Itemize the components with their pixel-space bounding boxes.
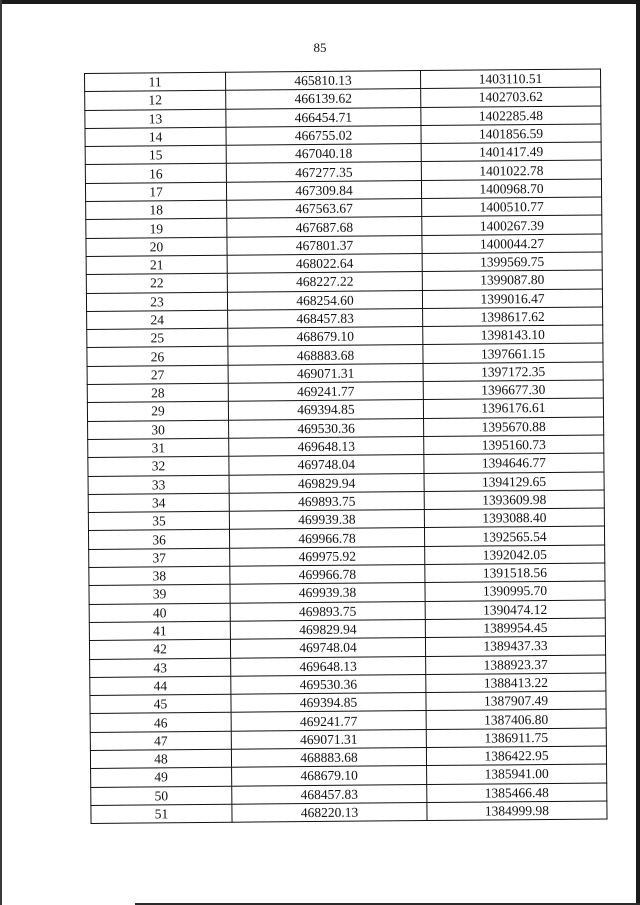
x-coordinate-cell: 466454.71 [226,107,421,127]
y-coordinate-cell: 1385466.48 [427,783,607,803]
y-coordinate-cell: 1401022.78 [421,160,601,180]
x-coordinate-cell: 469939.38 [229,510,424,530]
point-number-cell: 20 [86,237,227,257]
point-number-cell: 39 [89,585,230,605]
x-coordinate-cell: 469071.31 [231,729,426,749]
x-coordinate-cell: 466755.02 [226,125,421,145]
x-coordinate-cell: 465810.13 [225,71,420,91]
x-coordinate-cell: 468022.64 [227,254,422,274]
page-number: 85 [313,40,327,55]
point-number-cell: 42 [89,639,230,659]
x-coordinate-cell: 469893.75 [229,491,424,511]
y-coordinate-cell: 1396677.30 [423,380,603,400]
point-number-cell: 19 [86,219,227,239]
x-coordinate-cell: 469939.38 [230,583,425,603]
y-coordinate-cell: 1386422.95 [426,746,606,766]
point-number-cell: 28 [87,383,228,403]
scan-edge-right [636,0,640,905]
y-coordinate-cell: 1395670.88 [424,417,604,437]
x-coordinate-cell: 467687.68 [227,217,422,237]
x-coordinate-cell: 466139.62 [226,89,421,109]
point-number-cell: 21 [86,255,227,275]
y-coordinate-cell: 1388413.22 [426,673,606,693]
table-row [91,801,607,824]
point-number-cell: 47 [90,731,231,751]
x-coordinate-cell: 469829.94 [230,619,425,639]
x-coordinate-cell: 469748.04 [229,455,424,475]
point-number-cell: 35 [88,511,229,531]
point-number-cell: 24 [87,310,228,330]
y-coordinate-cell: 1399016.47 [422,289,602,309]
y-coordinate-cell: 1397172.35 [423,362,603,382]
point-number-cell: 46 [90,713,231,733]
x-coordinate-cell: 469966.78 [229,528,424,548]
y-coordinate-cell: 1392565.54 [424,526,604,546]
y-coordinate-cell: 1402285.48 [421,106,601,126]
x-coordinate-cell: 468220.13 [232,802,427,822]
coordinates-table-body [85,69,608,824]
y-coordinate-cell: 1398617.62 [423,307,603,327]
y-coordinate-cell: 1397661.15 [423,343,603,363]
x-coordinate-cell: 469966.78 [230,565,425,585]
coordinates-table [84,68,608,824]
x-coordinate-cell: 469648.13 [229,436,424,456]
y-coordinate-cell: 1400044.27 [422,234,602,254]
y-coordinate-cell: 1401417.49 [421,142,601,162]
y-coordinate-cell: 1387907.49 [426,691,606,711]
point-number-cell: 32 [88,456,229,476]
x-coordinate-cell: 469241.77 [228,382,423,402]
y-coordinate-cell: 1389437.33 [425,636,605,656]
y-coordinate-cell: 1386911.75 [426,728,606,748]
x-coordinate-cell: 469748.04 [230,638,425,658]
point-number-cell: 29 [87,402,228,422]
x-coordinate-cell: 467801.37 [227,235,422,255]
x-coordinate-cell: 468227.22 [227,272,422,292]
x-coordinate-cell: 468254.60 [227,290,422,310]
x-coordinate-cell: 469530.36 [229,418,424,438]
y-coordinate-cell: 1403110.51 [420,69,600,89]
point-number-cell: 17 [85,182,226,202]
x-coordinate-cell: 467040.18 [226,144,421,164]
y-coordinate-cell: 1385941.00 [427,764,607,784]
y-coordinate-cell: 1399569.75 [422,252,602,272]
x-coordinate-cell: 469829.94 [229,473,424,493]
x-coordinate-cell: 469071.31 [228,363,423,383]
point-number-cell: 40 [89,603,230,623]
y-coordinate-cell: 1392042.05 [425,545,605,565]
y-coordinate-cell: 1395160.73 [424,435,604,455]
point-number-cell: 49 [91,768,232,788]
y-coordinate-cell: 1396176.61 [423,398,603,418]
point-number-cell: 31 [88,438,229,458]
x-coordinate-cell: 469530.36 [231,674,426,694]
point-number-cell: 25 [87,328,228,348]
y-coordinate-cell: 1400968.70 [421,179,601,199]
y-coordinate-cell: 1399087.80 [422,270,602,290]
point-number-cell: 15 [85,145,226,165]
y-coordinate-cell: 1384999.98 [427,801,607,821]
x-coordinate-cell: 468679.10 [232,766,427,786]
point-number-cell: 13 [85,109,226,129]
y-coordinate-cell: 1390474.12 [425,600,605,620]
x-coordinate-cell: 468457.83 [232,784,427,804]
x-coordinate-cell: 469648.13 [231,656,426,676]
point-number-cell: 11 [85,72,226,92]
point-number-cell: 44 [90,676,231,696]
scan-edge-top [0,0,640,4]
x-coordinate-cell: 468883.68 [231,748,426,768]
point-number-cell: 41 [89,621,230,641]
y-coordinate-cell: 1400267.39 [422,215,602,235]
y-coordinate-cell: 1398143.10 [423,325,603,345]
y-coordinate-cell: 1388923.37 [426,654,606,674]
x-coordinate-cell: 469394.85 [231,693,426,713]
point-number-cell: 12 [85,91,226,111]
point-number-cell: 18 [86,200,227,220]
y-coordinate-cell: 1401856.59 [421,124,601,144]
x-coordinate-cell: 467277.35 [226,162,421,182]
point-number-cell: 36 [88,530,229,550]
point-number-cell: 16 [85,164,226,184]
x-coordinate-cell: 469241.77 [231,711,426,731]
point-number-cell: 43 [90,658,231,678]
point-number-cell: 48 [90,749,231,769]
point-number-cell: 22 [86,274,227,294]
x-coordinate-cell: 467309.84 [226,180,421,200]
y-coordinate-cell: 1400510.77 [422,197,602,217]
y-coordinate-cell: 1394646.77 [424,453,604,473]
y-coordinate-cell: 1394129.65 [424,472,604,492]
point-number-cell: 51 [91,804,232,824]
y-coordinate-cell: 1390995.70 [425,581,605,601]
scan-edge-left [0,0,2,905]
point-number-cell: 50 [91,786,232,806]
point-number-cell: 14 [85,127,226,147]
y-coordinate-cell: 1402703.62 [421,87,601,107]
x-coordinate-cell: 468883.68 [228,345,423,365]
x-coordinate-cell: 469394.85 [228,400,423,420]
x-coordinate-cell: 468457.83 [228,308,423,328]
point-number-cell: 23 [86,292,227,312]
y-coordinate-cell: 1387406.80 [426,709,606,729]
x-coordinate-cell: 468679.10 [228,327,423,347]
point-number-cell: 38 [89,566,230,586]
x-coordinate-cell: 469975.92 [230,546,425,566]
x-coordinate-cell: 469893.75 [230,601,425,621]
point-number-cell: 26 [87,347,228,367]
point-number-cell: 30 [88,420,229,440]
x-coordinate-cell: 467563.67 [227,199,422,219]
point-number-cell: 33 [88,475,229,495]
point-number-cell: 27 [87,365,228,385]
y-coordinate-cell: 1393088.40 [424,508,604,528]
point-number-cell: 37 [89,548,230,568]
y-coordinate-cell: 1391518.56 [425,563,605,583]
point-number-cell: 45 [90,694,231,714]
point-number-cell: 34 [88,493,229,513]
y-coordinate-cell: 1389954.45 [425,618,605,638]
y-coordinate-cell: 1393609.98 [424,490,604,510]
